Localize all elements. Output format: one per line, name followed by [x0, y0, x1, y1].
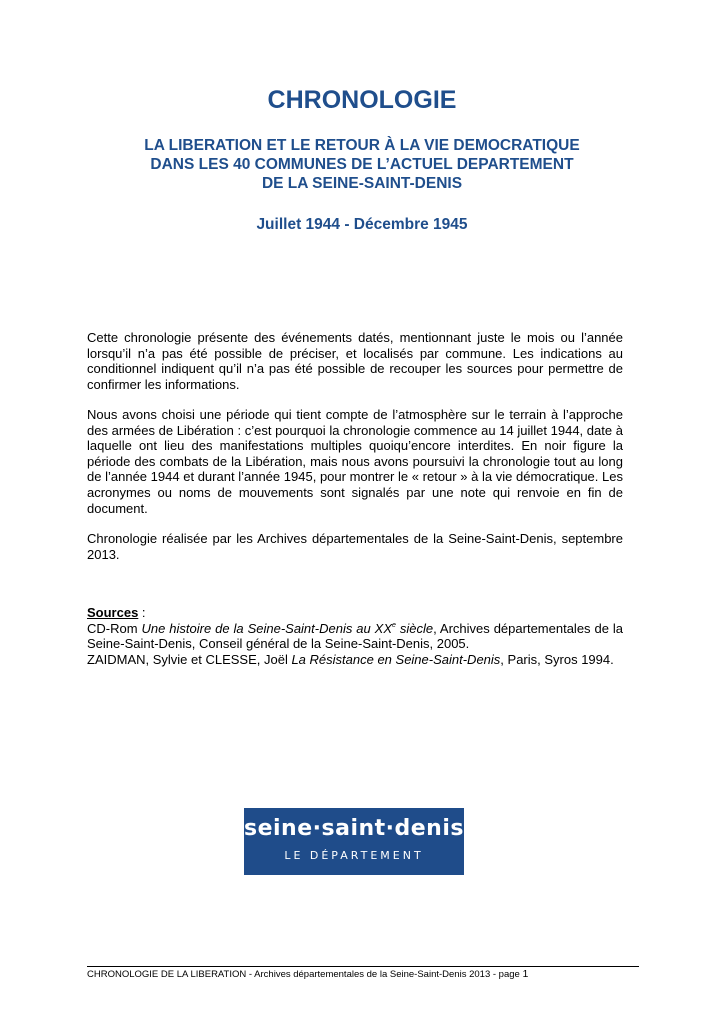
- source-ref1-title-text: Une histoire de la Seine-Saint-Denis au XX: [141, 620, 393, 636]
- sources-section: [87, 605, 623, 667]
- seine-saint-denis-logo: [244, 808, 464, 875]
- source-ref2-rest: , Paris, Syros 1994.: [500, 651, 614, 667]
- source-ref1-rest: , Archives départementales de la Seine-Saint-Denis, Conseil général de la Seine-Saint-Denis, 2005.: [87, 620, 623, 652]
- source-ref2-title: La Résistance en Seine-Saint-Denis: [291, 651, 501, 667]
- period-paragraph: Nous avons choisi une période qui tient compte de l’atmosphère sur le terrain à l’approche des armées de Libération : c’est pourquoi la chronologie commence au 14 juillet 1944, date à laquelle ont lieu des manifestations multiples quoiqu’encore interdites. En noir figure la période des combats de la Libération, mais nous avons poursuivi la chronologie tout au long de l’année 1944 et durant l’année 1945, pour montrer le « retour » à la vie démocratique. Les acronymes ou noms de mouvements sont signalés par une note qui renvoie en fin de document.: [87, 407, 623, 516]
- source-ref1-superscript: e: [392, 621, 396, 629]
- intro-paragraph: Cette chronologie présente des événements datés, mentionnant juste le mois ou l’année lorsqu’il n’a pas été possible de préciser, et localisés par commune. Les indications au conditionnel indiquent qu’il n’a pas été possible de recouper les sources pour permettre de confirmer les informations.: [87, 330, 623, 392]
- footer-divider: [87, 966, 639, 967]
- document-title: CHRONOLOGIE: [267, 86, 457, 114]
- source-ref1-prefix: CD-Rom: [87, 620, 142, 636]
- source-reference-2: [87, 652, 623, 668]
- period-heading: Juillet 1944 - Décembre 1945: [256, 216, 468, 233]
- source-ref1-title: [142, 621, 434, 636]
- footer-text: CHRONOLOGIE DE LA LIBERATION - Archives départementales de la Seine-Saint-Denis 2013 - page: [87, 969, 523, 980]
- source-ref2-prefix: ZAIDMAN, Sylvie et CLESSE, Joël: [87, 651, 292, 667]
- credit-paragraph: Chronologie réalisée par les Archives départementales de la Seine-Saint-Denis, septembre 2013.: [87, 531, 623, 562]
- page-number: 1: [522, 968, 529, 980]
- logo-wordmark: seine·saint·denis: [244, 816, 464, 841]
- source-reference-1: [87, 621, 623, 652]
- subtitle-line: DE LA SEINE-SAINT-DENIS: [261, 175, 463, 192]
- document-subtitle: [60, 136, 664, 193]
- sources-heading-suffix: :: [138, 605, 146, 620]
- page-footer: [87, 968, 528, 980]
- subtitle-line: LA LIBERATION ET LE RETOUR À LA VIE DEMOCRATIQUE: [144, 137, 580, 154]
- logo-tagline: LE DÉPARTEMENT: [284, 849, 424, 862]
- subtitle-line: DANS LES 40 COMMUNES DE L’ACTUEL DEPARTEMENT: [150, 156, 574, 173]
- sources-heading-line: [87, 605, 623, 621]
- sources-heading: Sources: [87, 605, 139, 620]
- source-ref1-title-end: siècle: [395, 620, 434, 636]
